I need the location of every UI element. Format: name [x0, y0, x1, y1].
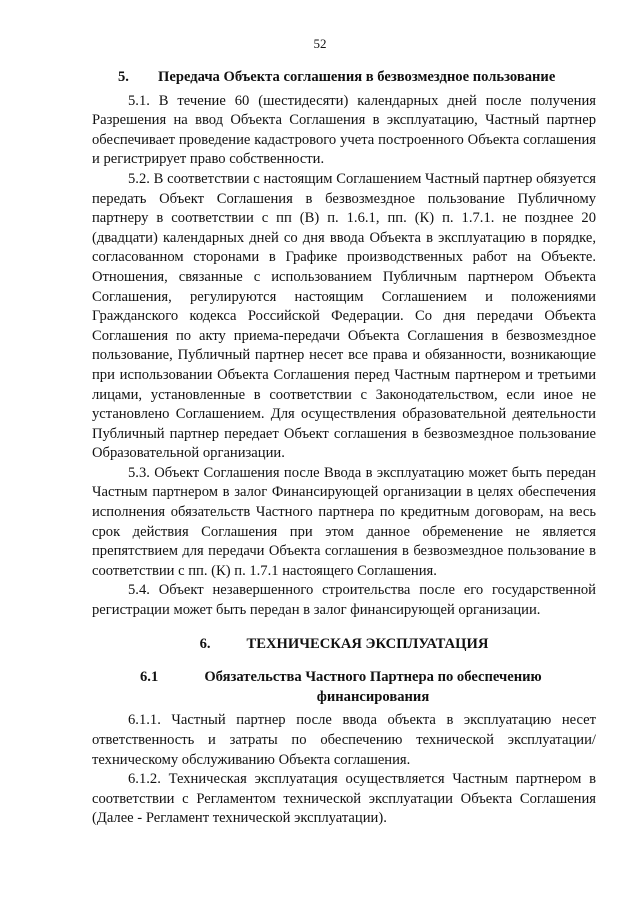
paragraph-5-3: 5.3. Объект Соглашения после Ввода в эксплуатацию может быть передан Частным партнером в залог Финансирующей организации в целях обеспечения исполнения обязательств Частного партнера по кредитным договорам, на весь срок действия Соглашения при этом данное обременение не является препятствием для передачи Объекта соглашения в безвозмездное пользование в соответствии с пп. (К) п. 1.7.1 настоящего Соглашения.	[92, 464, 596, 579]
section-6-title: ТЕХНИЧЕСКАЯ ЭКСПЛУАТАЦИЯ	[246, 635, 489, 652]
section-5-number: 5.	[118, 69, 129, 85]
paragraph-5-1: 5.1. В течение 60 (шестидесяти) календарных дней после получения Разрешения на ввод Объекта Соглашения в эксплуатацию, Частный партнер обеспечивает проведение кадастрового учета построенного Объекта соглашения и регистрирует право собственности.	[92, 92, 596, 168]
page-number: 52	[313, 36, 327, 51]
paragraph-6-1-2: 6.1.2. Техническая эксплуатация осуществляется Частным партнером в соответствии с Регламентом технической эксплуатации Объекта Соглашения (Далее - Регламент технической эксплуатации).	[92, 771, 596, 827]
document-body	[92, 68, 596, 829]
section-5-title: Передача Объекта соглашения в безвозмездное пользование	[158, 69, 556, 85]
section-6-heading	[92, 635, 596, 655]
paragraph-5-4: 5.4. Объект незавершенного строительства после его государственной регистрации может быть передан в залог финансирующей организации.	[92, 582, 596, 619]
subsection-6-1-number: 6.1	[140, 669, 159, 686]
section-6-number: 6.	[199, 635, 211, 652]
paragraph-5-2: 5.2. В соответствии с настоящим Соглашением Частный партнер обязуется передать Объект Соглашения в безвозмездное пользование Публичному партнеру в соответствии с пп (В) п. 1.6.1, пп. (К) п. 1.7.1. не позднее 20 (двадцати) календарных дней со дня ввода Объекта в эксплуатацию в порядке, согласованном сторонами в Графике производственных работ на Объекте. Отношения, связанные с использованием Публичным партнером Объекта Соглашения, регулируются настоящим Соглашением и положениями Гражданского кодекса Российской Федерации. Со дня передачи Объекта Соглашения по акту приема-передачи Объекта Соглашения в безвозмездное пользование, Публичный партнер несет все права и обязанности, возникающие при использовании Объекта Соглашения перед Частным партнером и третьими лицами, установленные в соответствии с Законодательством, если иное не установлено Соглашением. Для осуществления образовательной деятельности Публичный партнер передает Объект соглашения в безвозмездное пользование Образовательной организации.	[92, 170, 596, 462]
section-5-heading	[118, 68, 596, 88]
paragraph-6-1-1: 6.1.1. Частный партнер после ввода объекта в эксплуатацию несет ответственность и затраты по обеспечению технической эксплуатации/техническому обслуживанию Объекта соглашения.	[92, 712, 596, 768]
subsection-6-1-title: Обязательства Частного Партнера по обеспечению финансирования	[204, 669, 542, 705]
subsection-6-1-heading	[140, 668, 596, 707]
